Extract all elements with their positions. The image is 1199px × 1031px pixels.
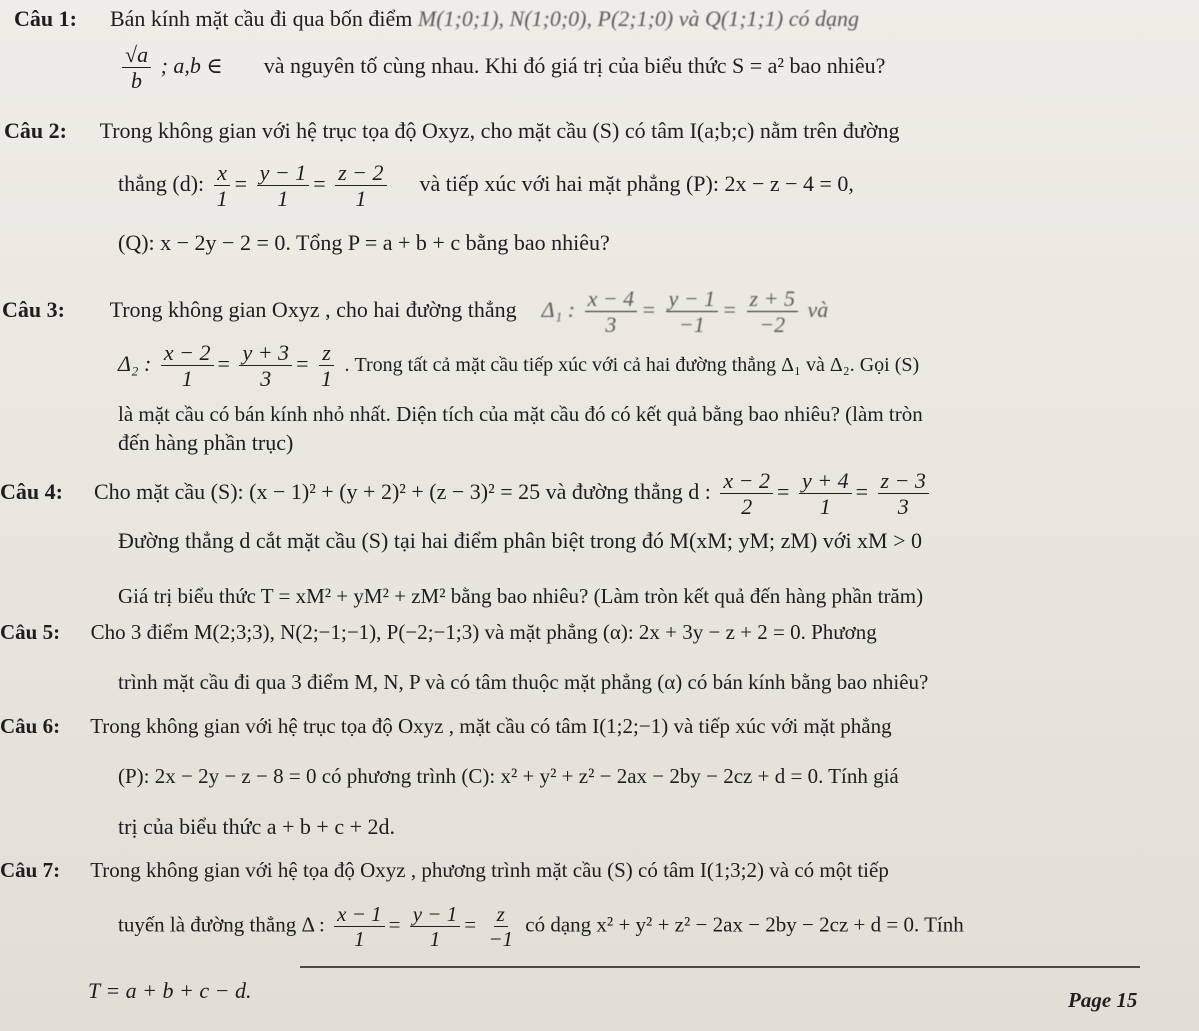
q1-frac-num: √a (122, 42, 151, 68)
q7-f3-num: z (494, 902, 508, 927)
q3-delta1-name: Δ₁ : (541, 296, 576, 322)
q7-f2-den: 1 (429, 927, 441, 952)
q3-delta2-name: Δ₂ : (118, 350, 152, 376)
q1-line1 (14, 6, 859, 32)
q7-line1 (0, 858, 889, 883)
q3-text2: . Trong tất cả mặt cầu tiếp xúc với cả hai đường thẳng Δ₁ và Δ₂. Gọi (S) (344, 353, 920, 376)
q4-f1-num: x − 2 (720, 468, 773, 494)
q2-line-d: thẳng (d): (118, 170, 205, 196)
q7-f1-den: 1 (354, 927, 365, 952)
q2-frac-y (257, 160, 310, 212)
q1-text2: và nguyên tố cùng nhau. Khi đó giá trị của biểu thức S = a² bao nhiêu? (263, 52, 886, 78)
q2-frac-x (214, 160, 231, 212)
q4-line2 (118, 528, 922, 554)
q2-text1: Trong không gian với hệ trục tọa độ Oxyz, cho mặt cầu (S) có tâm I(a;b;c) nằm trên đường (99, 118, 900, 143)
q5-line1 (0, 620, 877, 645)
q6-line1 (0, 714, 892, 739)
q7-line3 (88, 978, 252, 1004)
q4-f2-den: 1 (819, 494, 831, 520)
q3-line1 (2, 286, 828, 338)
q4-text2: Đường thẳng d cắt mặt cầu (S) tại hai điểm phân biệt trong đó M(xM; yM; zM) với xM > 0 (118, 528, 923, 553)
q3-d1-f2-den: −1 (678, 312, 705, 338)
q3-d1-f1-num: x − 4 (585, 286, 638, 312)
q4-text3: Giá trị biểu thức T = xM² + yM² + zM² bằng bao nhiêu? (Làm tròn kết quả đến hàng phần trăm) (118, 584, 924, 608)
q2-line2-post: và tiếp xúc với hai mặt phẳng (P): 2x − z − 4 = 0, (419, 170, 854, 196)
q1-frac-den: b (131, 68, 143, 94)
q6-label: Câu 6: (0, 714, 61, 738)
q2-line2: thẳng (d): $\frac{x}{1}$ = $\frac{y - 1}{1}$ = $\frac{z - 2}{1}$ và tiếp xúc với hai mặt phẳng (P): 2x − z − 4 = 0, (118, 160, 854, 212)
q3-d2-f2-num: y + 3 (239, 340, 292, 366)
q3-line2: Δ₂ : $\frac{x - 2}{1}$ = $\frac{y + 3}{3}$ = $\frac{z}{1}$ . Trong tất cả mặt cầu tiếp xúc với cả hai đường thẳng Δ₁ và Δ₂. Gọi (S) (118, 340, 920, 392)
q4-text1: Cho mặt cầu (S): (x − 1)² + (y + 2)² + (z − 3)² = 25 và đường thẳng d : (93, 478, 711, 504)
q4-f2-num: y + 4 (799, 468, 852, 494)
q5-text1: Cho 3 điểm M(2;3;3), N(2;−1;−1), P(−2;−1;3) và mặt phẳng (α): 2x + 3y − z + 2 = 0. Phương (90, 620, 877, 644)
q4-label: Câu 4: (0, 478, 63, 504)
footer-rule (300, 966, 1140, 968)
q2-frac-x-num: x (214, 160, 230, 186)
q3-text4: đến hàng phần trục) (118, 430, 294, 455)
q1-points: M(1;0;1), N(1;0;0), P(2;1;0) và Q(1;1;1) có dạng (417, 6, 859, 31)
q5-text2: trình mặt cầu đi qua 3 điểm M, N, P và có tâm thuộc mặt phẳng (α) có bán kính bằng bao nhiêu? (118, 670, 929, 694)
q3-and: và (807, 296, 829, 322)
q5-label: Câu 5: (0, 620, 61, 644)
q7-label: Câu 7: (0, 858, 61, 882)
q2-frac-x-den: 1 (216, 186, 228, 212)
q3-d2-f2-den: 3 (260, 366, 272, 392)
q3-d1-f3-den: −2 (759, 312, 786, 338)
q5-line2 (118, 670, 928, 695)
q2-label: Câu 2: (4, 118, 67, 143)
q3-line3 (118, 402, 923, 427)
q3-d2-f3-num: z (319, 340, 334, 366)
q4-f3-den: 3 (897, 494, 909, 520)
q2-frac-y-den: 1 (277, 186, 289, 212)
q7-line2: tuyến là đường thẳng Δ : $\frac{x - 1}{1}$ = $\frac{y - 1}{1}$ = $\frac{z}{-1}$ có dạng x² + y² + z² − 2ax − 2by − 2cz + d = 0. Tính (118, 902, 964, 952)
q7-f3-den: −1 (488, 927, 513, 952)
q3-text1: Trong không gian Oxyz , cho hai đường thẳng (109, 296, 517, 322)
q3-d1-f1-den: 3 (605, 312, 617, 338)
page-number: Page 15 (1068, 988, 1138, 1012)
q2-frac-z-num: z − 2 (335, 160, 386, 186)
q1-label: Câu 1: (14, 6, 77, 31)
q3-d2-f1-den: 1 (181, 366, 193, 392)
q1-line2 (118, 42, 885, 94)
q4-f3-num: z − 3 (878, 468, 929, 494)
q6-text2: (P): 2x − 2y − z − 8 = 0 có phương trình (C): x² + y² + z² − 2ax − 2by − 2cz + d = 0. Tính giá (118, 764, 899, 788)
q6-line2 (118, 764, 899, 789)
q4-line3 (118, 584, 923, 609)
q2-line3 (118, 230, 610, 256)
q6-text1: Trong không gian với hệ trục tọa độ Oxyz , mặt cầu có tâm I(1;2;−1) và tiếp xúc với mặt phẳng (90, 714, 892, 738)
q4-f1-den: 2 (741, 494, 753, 520)
q7-f2-num: y − 1 (410, 902, 461, 927)
q1-condition: ; a,b ∈ (160, 52, 223, 78)
q3-d2-f1-num: x − 2 (161, 340, 214, 366)
q7-f1-num: x − 1 (334, 902, 385, 927)
q3-d1-f2-num: y − 1 (666, 286, 719, 312)
q7-text2-pre: tuyến là đường thẳng Δ : (118, 912, 325, 937)
q7-text3: T = a + b + c − d. (88, 978, 252, 1003)
q2-text3: (Q): x − 2y − 2 = 0. Tổng P = a + b + c bằng bao nhiêu? (118, 230, 610, 255)
q1-text: Bán kính mặt cầu đi qua bốn điểm (109, 6, 413, 31)
q3-line4 (118, 430, 293, 456)
q3-label: Câu 3: (2, 296, 65, 322)
q2-frac-y-num: y − 1 (257, 160, 310, 186)
q6-line3 (118, 814, 395, 840)
q2-frac-z (335, 160, 386, 212)
q2-line1 (4, 118, 899, 144)
q3-text3: là mặt cầu có bán kính nhỏ nhất. Diện tích của mặt cầu đó có kết quả bằng bao nhiêu? (làm tròn (118, 402, 923, 426)
q7-text2-post: có dạng x² + y² + z² − 2ax − 2by − 2cz + d = 0. Tính (525, 912, 964, 937)
q6-text3: trị của biểu thức a + b + c + 2d. (118, 814, 396, 839)
q3-d2-f3-den: 1 (320, 366, 332, 392)
q4-line1: Câu 4: Cho mặt cầu (S): (x − 1)² + (y + 2)² + (z − 3)² = 25 và đường thẳng d : $\frac{x - 2}{2}$ = $\frac{y + 4}{1}$ = $\frac{z - 3}{3}$ (0, 468, 933, 520)
q3-d1-f3-num: z + 5 (747, 286, 798, 312)
q3-delta1: Δ₁ : $\frac{x - 4}{3}$ = $\frac{y - 1}{-1}$ = $\frac{z + 5}{-2}$ và (541, 286, 829, 338)
q1-fraction (122, 42, 151, 94)
q2-frac-z-den: 1 (355, 186, 367, 212)
q7-text1: Trong không gian với hệ tọa độ Oxyz , phương trình mặt cầu (S) có tâm I(1;3;2) và có một tiếp (90, 858, 889, 882)
